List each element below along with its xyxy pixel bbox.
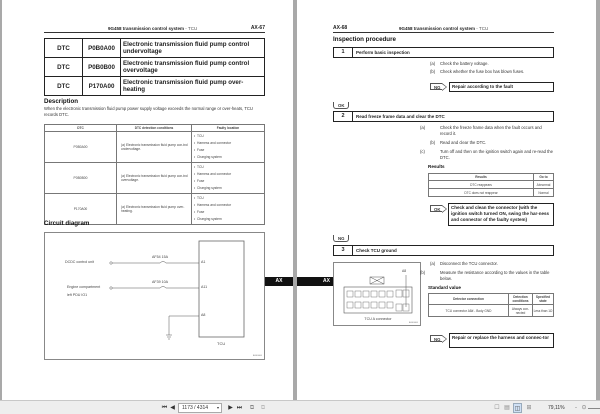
source-pdu-label: Engine compartment bbox=[67, 285, 101, 289]
step-label: Read freeze frame data and clear the DTC bbox=[356, 114, 445, 119]
step-1-box bbox=[333, 47, 554, 58]
instruction: (a) Check the battery voltage. bbox=[430, 61, 489, 66]
step-number: 2 bbox=[334, 112, 353, 121]
page-number: AX-67 bbox=[250, 25, 265, 31]
location-item: • Charging system bbox=[194, 155, 222, 159]
dtc-description: Electronic transmission fluid pump control undervoltage bbox=[121, 39, 265, 58]
results-table bbox=[428, 173, 554, 197]
dtc-code: P0B0B00 bbox=[83, 58, 121, 77]
column-header: Specified state bbox=[533, 294, 554, 305]
instruction: (c) Turn off and then on the ignition switch again and re-read the DTC. bbox=[420, 149, 553, 160]
column-header: Faulty location bbox=[192, 125, 265, 132]
step-3-box bbox=[333, 245, 554, 256]
dtc-row bbox=[45, 77, 265, 96]
circuit-diagram bbox=[44, 232, 265, 360]
prev-page-icon[interactable]: ◀ bbox=[170, 405, 175, 411]
page-header bbox=[44, 25, 265, 33]
ng-tag: NG bbox=[333, 235, 349, 242]
pin-label: A8 bbox=[201, 313, 206, 317]
first-page-icon[interactable]: ⏮ bbox=[161, 405, 168, 411]
location-item: • Fuse bbox=[194, 148, 205, 152]
zoom-slider-handle[interactable]: ⊙ bbox=[581, 405, 587, 411]
dtc-cell: P0B0A00 bbox=[45, 132, 117, 163]
source-dcdc-label: DCDC control unit bbox=[65, 260, 94, 264]
location-item: • Harness and connector bbox=[194, 141, 232, 145]
page-number: AX-68 bbox=[333, 25, 348, 31]
step-label: Perform basic inspection bbox=[356, 50, 410, 55]
column-header: Results bbox=[429, 174, 534, 181]
table-row: DTC reappears Abnormal bbox=[429, 181, 554, 189]
zoom-out-icon[interactable]: - bbox=[575, 405, 577, 411]
location-item: • Harness and connector bbox=[194, 172, 232, 176]
location-item: • Fuse bbox=[194, 179, 205, 183]
results-heading: Results bbox=[428, 164, 445, 169]
tcu-connector-figure bbox=[333, 262, 421, 326]
connector-caption: TCU A connector bbox=[364, 317, 392, 321]
inspection-heading: Inspection procedure bbox=[333, 36, 396, 43]
location-item: • Fuse bbox=[194, 210, 205, 214]
ng-tag: NG bbox=[430, 83, 442, 90]
ng-result-box: Repair or replace the harness and connec-tor bbox=[449, 333, 554, 348]
page-ax-68 bbox=[297, 0, 596, 400]
source-pdu-label-2: left PDU IO1 bbox=[67, 293, 88, 297]
pin-label: A11 bbox=[201, 285, 208, 289]
table-row: DTC does not reappear Normal bbox=[429, 189, 554, 197]
page-header bbox=[333, 25, 554, 33]
location-cell bbox=[192, 163, 265, 194]
copy-icon[interactable]: ⧉ bbox=[249, 405, 255, 411]
column-header: Go to bbox=[534, 174, 554, 181]
dtc-label: DTC bbox=[45, 77, 83, 96]
header-title: 9G458 transmission control system - TCU bbox=[108, 26, 198, 31]
instruction: (b) Read and clear the DTC. bbox=[430, 140, 487, 145]
single-page-view-icon[interactable]: ☐ bbox=[494, 405, 500, 411]
ng-tag: NG bbox=[430, 335, 442, 342]
condition-cell: (a) Electronic transmission fluid pump con-trol undervoltage. bbox=[117, 132, 192, 163]
location-item: • Harness and connector bbox=[194, 203, 232, 207]
paste-icon[interactable]: ⧉ bbox=[260, 405, 266, 411]
dtc-row bbox=[45, 39, 265, 58]
header-title: 9G458 transmission control system - TCU bbox=[399, 26, 489, 31]
location-cell bbox=[192, 132, 265, 163]
condition-cell: (a) Electronic transmission fluid pump con-trol overvoltage. bbox=[117, 163, 192, 194]
dtc-description: Electronic transmission fluid pump over-heating bbox=[121, 77, 265, 96]
instruction: (b) Measure the resistance according to the values in the table below. bbox=[420, 270, 550, 281]
standard-value-heading: Standard value bbox=[428, 285, 461, 290]
figure-ref: AX00000 bbox=[252, 355, 262, 357]
pin-label: A1 bbox=[201, 260, 206, 264]
next-page-icon[interactable]: ▶ bbox=[228, 405, 233, 411]
ok-result-box: Check and clean the connector (with the ignition switch turned ON, swing the har-ness and connector of the faulty system) bbox=[448, 203, 554, 226]
dtc-cell: P170A00 bbox=[45, 194, 117, 225]
location-cell bbox=[192, 194, 265, 225]
two-page-continuous-icon[interactable]: ⊞ bbox=[526, 405, 532, 411]
dtc-code: P0B0A00 bbox=[83, 39, 121, 58]
section-tab-ax: AX bbox=[297, 277, 333, 286]
continuous-view-icon[interactable]: ▤ bbox=[504, 405, 510, 411]
condition-cell: (a) Electronic transmission fluid pump over-heating. bbox=[117, 194, 192, 225]
standard-value-table bbox=[428, 293, 554, 317]
dtc-label: DTC bbox=[45, 58, 83, 77]
fuse-label: AF39 10A bbox=[152, 280, 168, 284]
step-number: 1 bbox=[334, 48, 353, 57]
tcu-module-label: TCU bbox=[217, 341, 226, 346]
circuit-heading: Circuit diagram bbox=[44, 220, 90, 227]
figure-ref: AX00000 bbox=[408, 322, 418, 324]
table-row bbox=[45, 132, 265, 163]
ng-result-box: Repair according to the fault bbox=[449, 82, 554, 92]
table-row: TCU connector A8# - Body GND Always con-nected Less than 1Ω bbox=[429, 305, 554, 317]
dtc-conditions-table bbox=[44, 124, 265, 225]
pin-label: A8 bbox=[402, 269, 407, 273]
instruction: (b) Check whether the fuse box has blown fuses. bbox=[430, 69, 525, 74]
ok-tag: OK bbox=[333, 102, 349, 109]
ok-tag: OK bbox=[430, 205, 442, 212]
instruction: (a) Disconnect the TCU connector. bbox=[430, 261, 498, 266]
circuit-wiring-icon bbox=[45, 233, 266, 361]
location-item: • TCU bbox=[194, 134, 204, 138]
zoom-slider-track[interactable] bbox=[588, 408, 600, 409]
viewer-toolbar bbox=[0, 400, 600, 414]
description-text: When the electronic transmission fluid pump power supply voltage exceeds the normal range or over-heats, TCU records DTC. bbox=[44, 106, 253, 117]
instruction: (a) Check the freeze frame data when the fault occurs and record it. bbox=[420, 125, 542, 136]
chevron-down-icon[interactable]: ▾ bbox=[216, 405, 219, 410]
dtc-code: P170A00 bbox=[83, 77, 121, 96]
step-label: Check TCU ground bbox=[356, 248, 397, 253]
location-item: • Charging system bbox=[194, 186, 222, 190]
dtc-description: Electronic transmission fluid pump control overvoltage bbox=[121, 58, 265, 77]
two-page-view-icon[interactable]: ◫ bbox=[513, 403, 522, 413]
zoom-level: 79,11% bbox=[548, 405, 565, 411]
section-tab-ax: AX bbox=[265, 277, 293, 286]
dtc-summary-table bbox=[44, 38, 265, 96]
location-item: • TCU bbox=[194, 165, 204, 169]
page-number-input[interactable]: 1173 / 4314 ▾ bbox=[178, 403, 222, 413]
table-row bbox=[45, 163, 265, 194]
page-ax-67 bbox=[2, 0, 293, 400]
column-header: Detector connection bbox=[429, 294, 509, 305]
column-header: DTC bbox=[45, 125, 117, 132]
description-heading: Description bbox=[44, 98, 79, 105]
step-number: 3 bbox=[334, 246, 353, 255]
dtc-row bbox=[45, 58, 265, 77]
last-page-icon[interactable]: ⏭ bbox=[236, 405, 243, 411]
fuse-label: AF54 15A bbox=[152, 255, 168, 259]
dtc-label: DTC bbox=[45, 39, 83, 58]
column-header: DTC detection conditions bbox=[117, 125, 192, 132]
step-2-box bbox=[333, 111, 554, 122]
location-item: • TCU bbox=[194, 196, 204, 200]
location-item: • Charging system bbox=[194, 217, 222, 221]
column-header: Detection conditions bbox=[509, 294, 533, 305]
dtc-cell: P0B0B00 bbox=[45, 163, 117, 194]
